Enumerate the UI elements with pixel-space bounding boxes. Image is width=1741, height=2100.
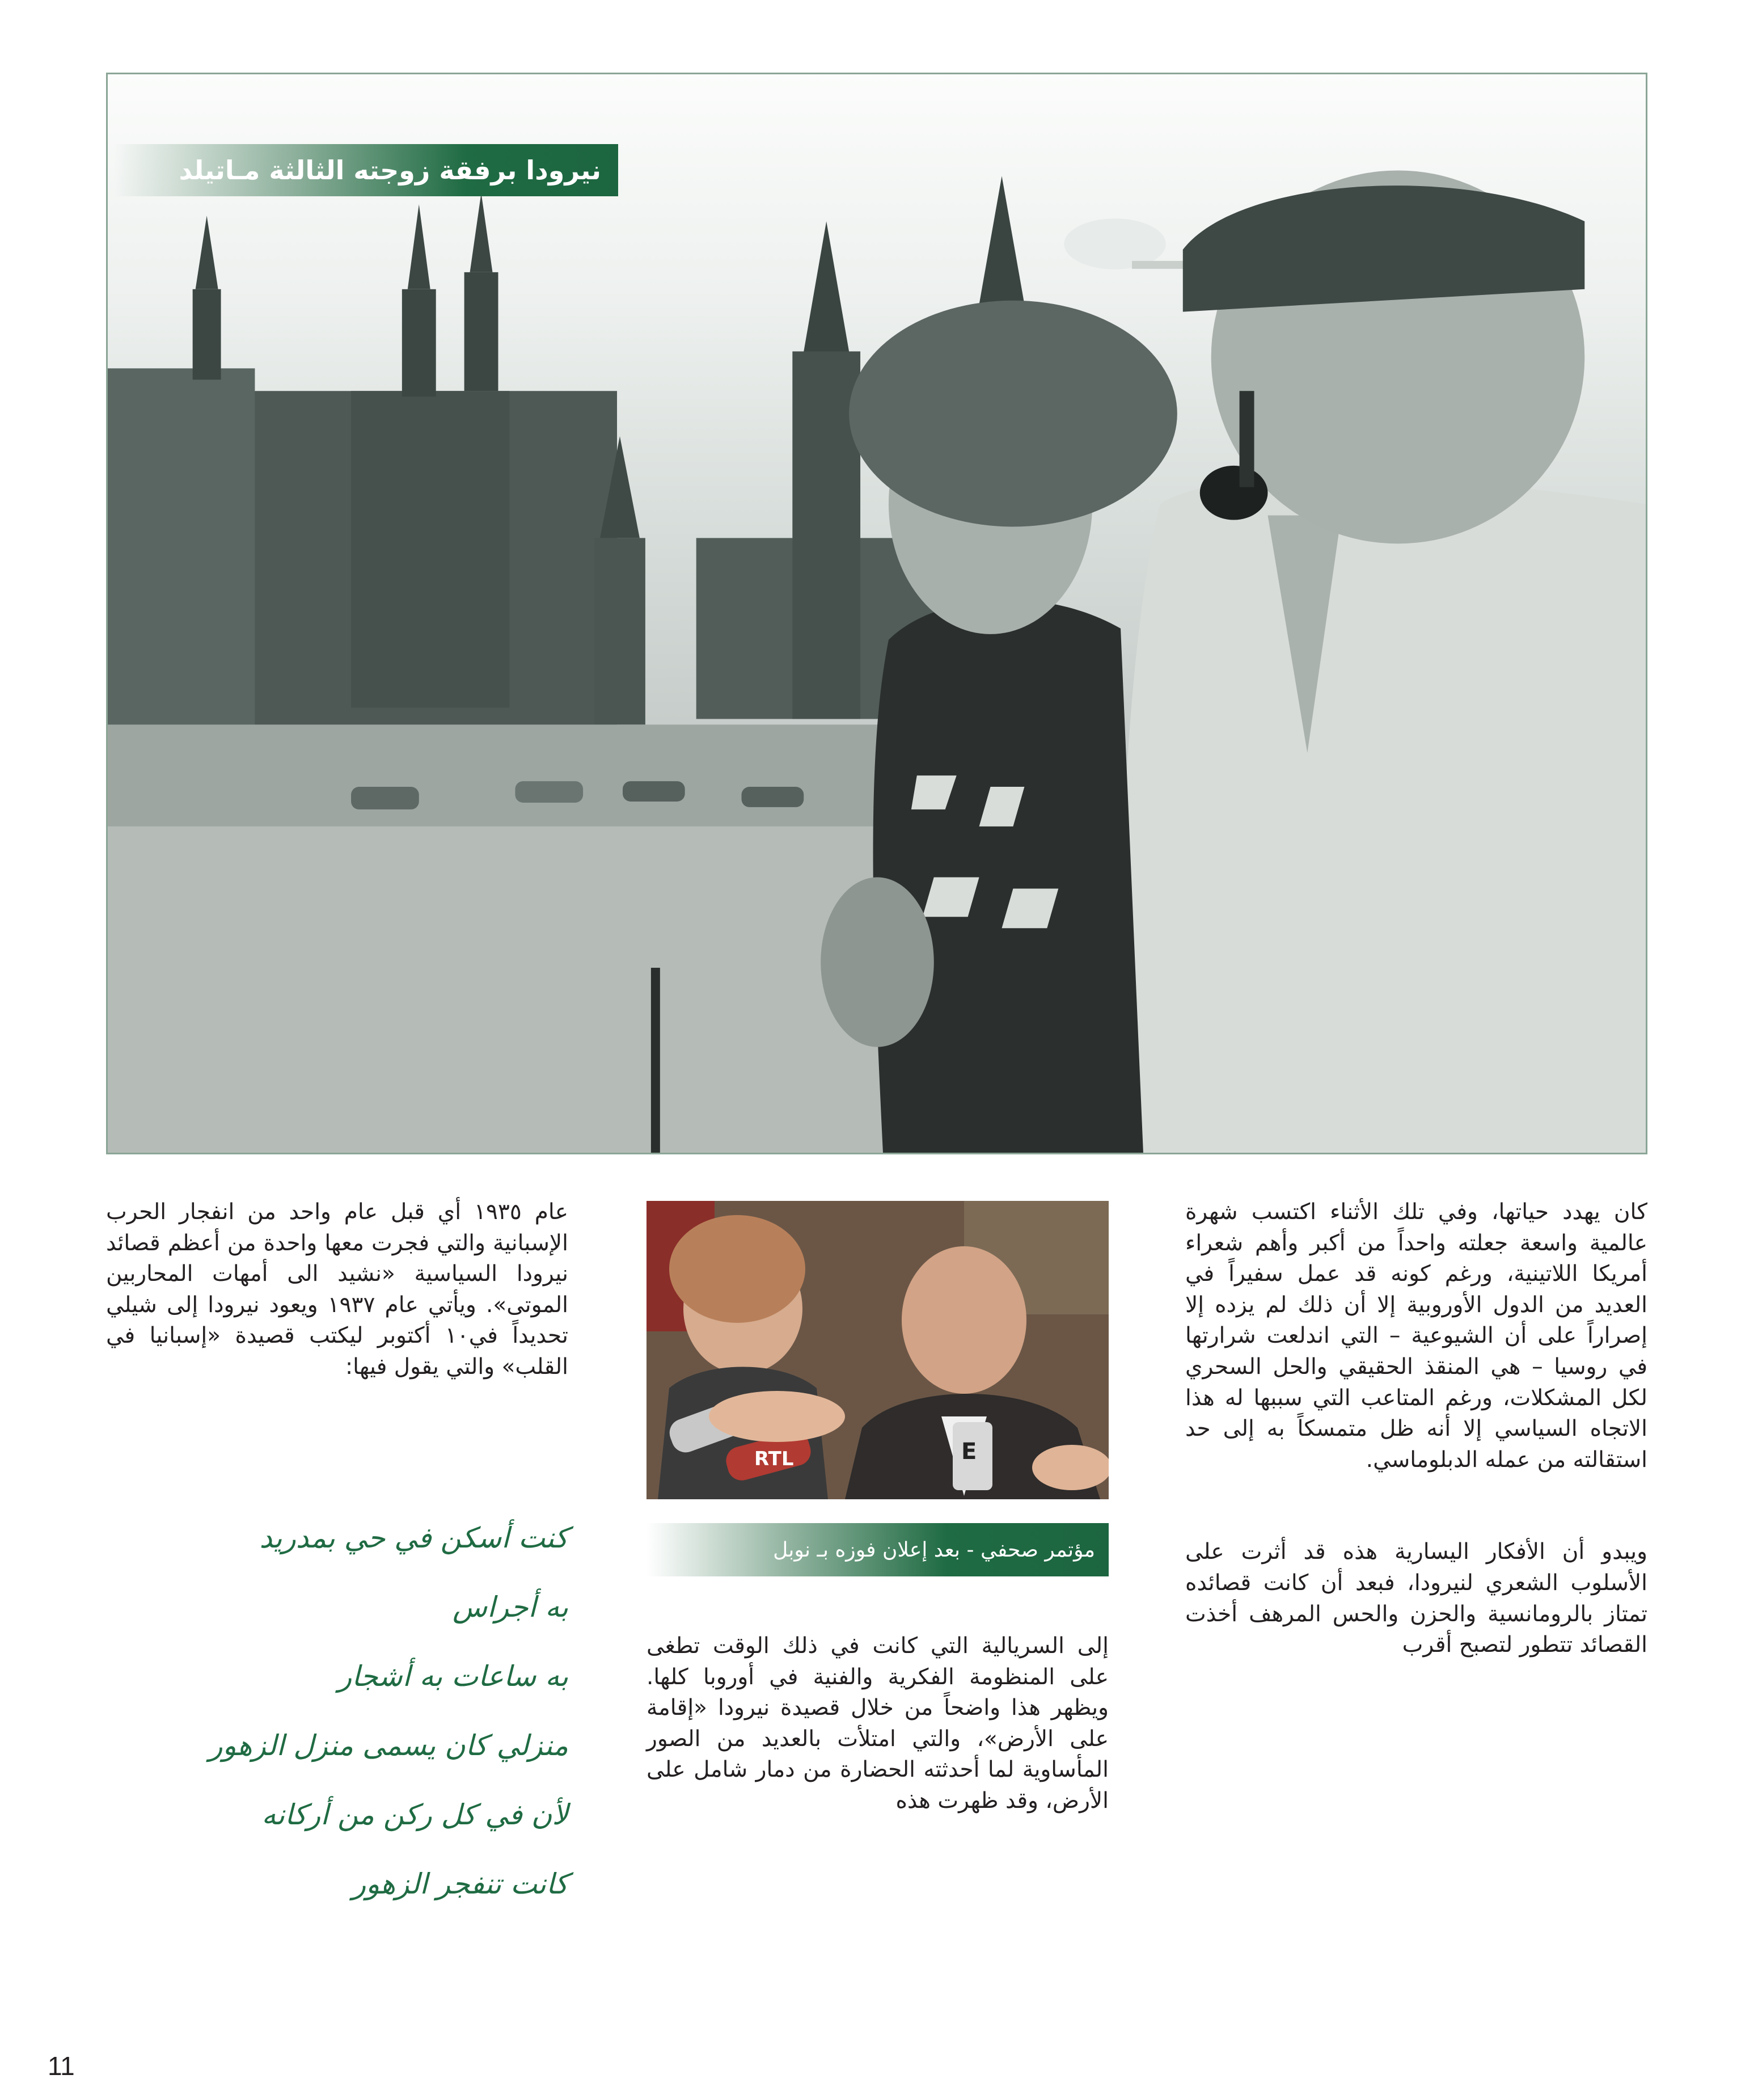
poem-line: كنت أسكن في حي بمدريد [259,1521,568,1554]
photo-caption [113,144,618,196]
press-caption-text: مؤتمر صحفي - بعد إعلان فوزه بـ نوبل [773,1538,1095,1562]
paragraph: كان يهدد حياتها، وفي تلك الأثناء اكتسب شهرة عالمية واسعة جعلته واحداً من أكبر وأهم شعراء أمريكا اللاتينية، ورغم كونه قد عمل سفيراً في العديد من الدول الأوروبية إلا أن ذلك لم يزده إلا إصراراً على أن الشيوعية – التي اندلعت شرارتها في روسيا – هي المنقذ الحقيقي والحل السحري لكل المشكلات، ورغم المتاعب التي سببها له هذا الاتجاه السياسي إلا أنه ظل متمسكاً به إلى حد استقالته من عمله الدبلوماسي. [1185,1199,1647,1473]
paragraph: ويبدو أن الأفكار اليسارية هذه قد أثرت على الأسلوب الشعري لنيرودا، فبعد أن كانت قصائده تمتاز بالرومانسية والحزن والحس المرهف أخذت القصائد تتطور لتصبح أقرب [1185,1539,1647,1658]
paragraph: إلى السريالية التي كانت في ذلك الوقت تطغى على المنظومة الفكرية والفنية في أوروبا كلها. ويظهر هذا واضحاً من خلال قصيدة نيرودا «إقامة على الأرض»، والتي امتلأت بالعديد من الصور المأساوية لما أحدثته الحضارة من دمار شامل على الأرض، وقد ظهرت هذه [646,1633,1109,1814]
page-number: 11 [48,2051,75,2081]
press-photo-caption [646,1523,1109,1576]
mic-label-rtl: RTL [754,1448,794,1470]
press-conference-photo [646,1201,1109,1499]
photo-caption-text: نيرودا برفقة زوجته الثالثة مـاتيلد [179,155,601,185]
column-right [1185,1197,1647,1661]
paragraph: عام ١٩٣٥ أي قبل عام واحد من انفجار الحرب الإسبانية والتي فجرت معها واحدة من أعظم قصائد نيرودا السياسية «نشيد الى أمهات المحاربين الموتى». ويأتي عام ١٩٣٧ ويعود نيرودا إلى شيلي تحديداً في١٠ أكتوبر ليكتب قصيدة «إسبانيا في القلب» والتي يقول فيها: [106,1199,568,1380]
main-photo-neruda-matilde [106,73,1647,1154]
column-middle [646,1631,1109,1817]
poem-line: لأن في كل ركن من أركانه [261,1798,568,1831]
poem-line: به ساعات به أشجار [338,1660,568,1693]
poem-line: منزلي كان يسمى منزل الزهور [209,1729,568,1762]
poem-line: كانت تنفجر الزهور [352,1867,568,1900]
column-left [106,1197,568,1383]
poem-excerpt [106,1503,568,1918]
poem-line: به أجراس [453,1591,568,1624]
mic-label-e: E [961,1439,977,1465]
